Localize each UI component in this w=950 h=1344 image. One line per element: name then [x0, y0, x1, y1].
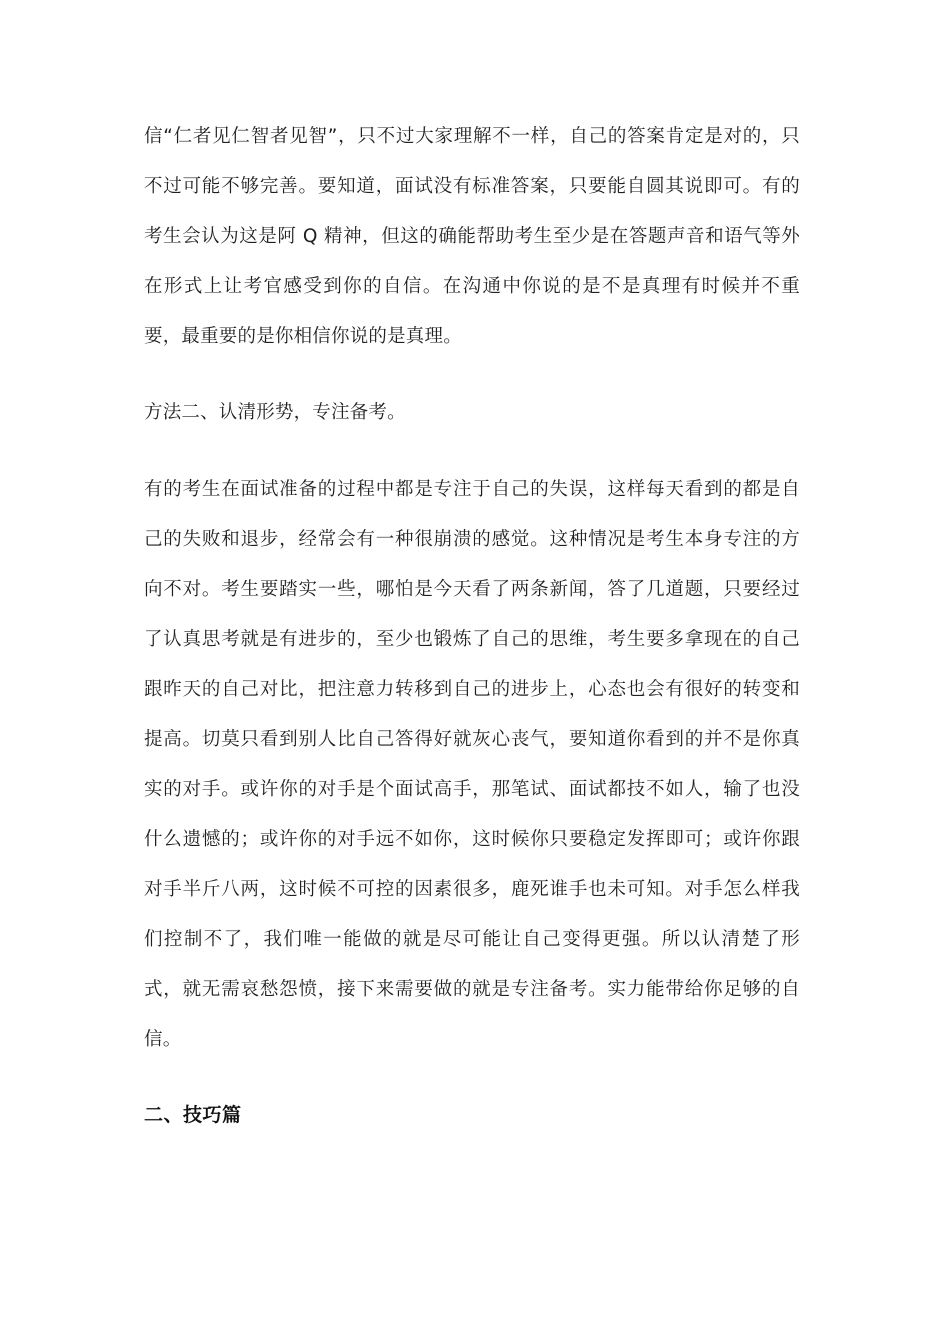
paragraph-focus-preparation	[144, 465, 800, 1065]
paragraph-line: 什么遗憾的；或许你的对手远不如你，这时候你只要稳定发挥即可；或许你跟	[144, 829, 800, 850]
paragraph-line: 不过可能不够完善。要知道，面试没有标准答案，只要能自圆其说即可。有的	[144, 176, 800, 197]
paragraph-line: 实的对手。或许你的对手是个面试高手，那笔试、面试都技不如人，输了也没	[144, 779, 800, 800]
paragraph-line: 式，就无需哀愁怨愤，接下来需要做的就是专注备考。实力能带给你足够的自	[144, 979, 800, 1000]
method-2-heading: 方法二、认清形势，专注备考。	[144, 402, 406, 423]
paragraph-confidence	[144, 112, 800, 362]
paragraph-line: 向不对。考生要踏实一些，哪怕是今天看了两条新闻，答了几道题，只要经过	[144, 579, 800, 600]
paragraph-line: 们控制不了，我们唯一能做的就是尽可能让自己变得更强。所以认清楚了形	[144, 929, 800, 950]
paragraph-line: 要，最重要的是你相信你说的是真理。	[144, 326, 462, 347]
paragraph-line: 信。	[144, 1029, 182, 1050]
paragraph-line: 了认真思考就是有进步的，至少也锻炼了自己的思维，考生要多拿现在的自己	[144, 629, 800, 650]
paragraph-line: 在形式上让考官感受到你的自信。在沟通中你说的是不是真理有时候并不重	[144, 276, 800, 297]
paragraph-line: 对手半斤八两，这时候不可控的因素很多，鹿死谁手也未可知。对手怎么样我	[144, 879, 800, 900]
section-heading-techniques: 二、技巧篇	[144, 1104, 242, 1126]
paragraph-line: 提高。切莫只看到别人比自己答得好就灰心丧气，要知道你看到的并不是你真	[144, 729, 800, 750]
paragraph-line: 信“仁者见仁智者见智”，只不过大家理解不一样，自己的答案肯定是对的，只	[144, 126, 800, 147]
paragraph-line: 己的失败和退步，经常会有一种很崩溃的感觉。这种情况是考生本身专注的方	[144, 529, 800, 550]
paragraph-line: 有的考生在面试准备的过程中都是专注于自己的失误，这样每天看到的都是自	[144, 479, 800, 500]
paragraph-line: 跟昨天的自己对比，把注意力转移到自己的进步上，心态也会有很好的转变和	[144, 679, 800, 700]
paragraph-line: 考生会认为这是阿 Q 精神，但这的确能帮助考生至少是在答题声音和语气等外	[144, 226, 800, 247]
